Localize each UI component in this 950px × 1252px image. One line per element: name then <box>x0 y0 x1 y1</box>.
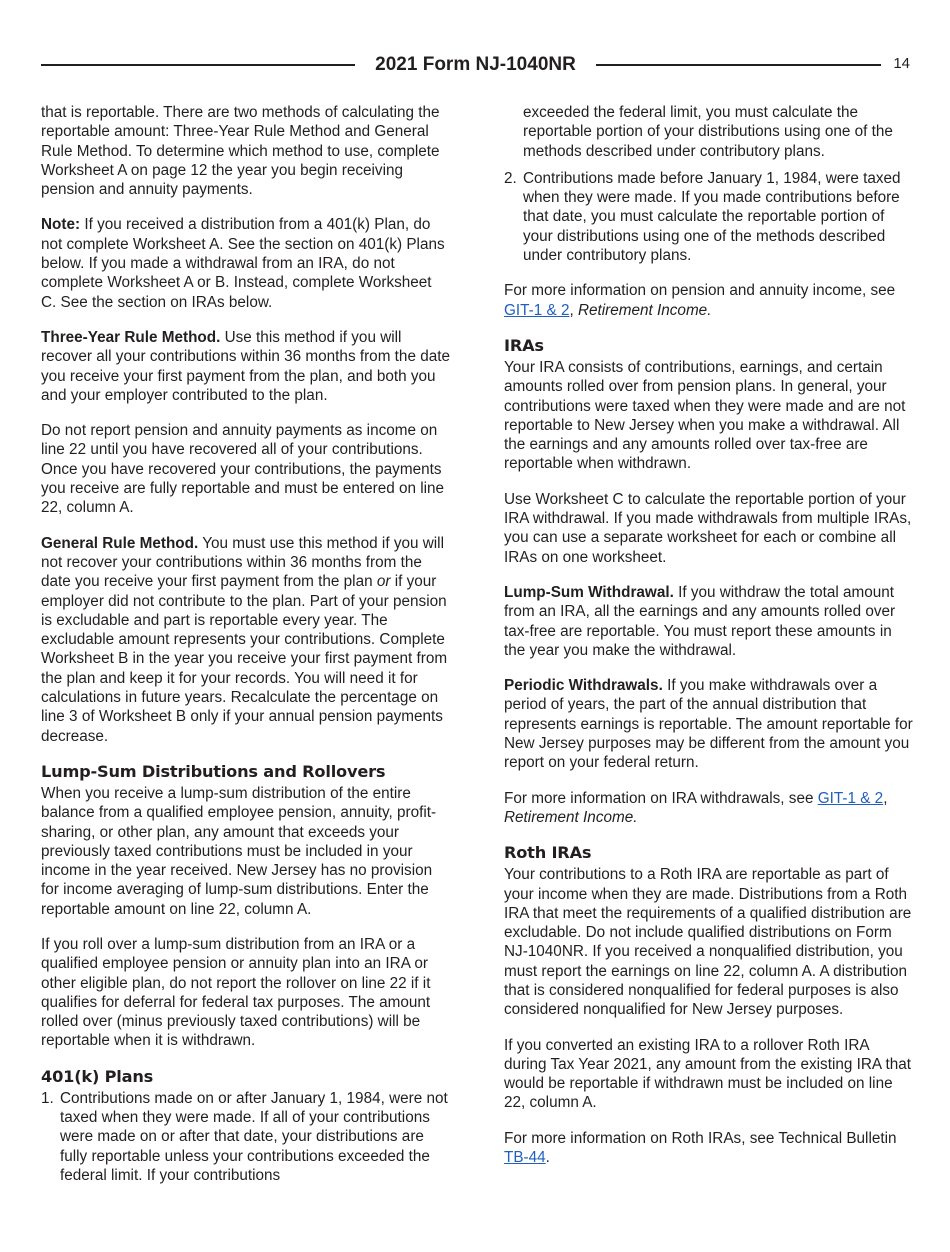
periodic-withdrawals-text: If you make withdrawals over a period of years, the part of the annual distribution that represents earnings is reportable. The amount reportable for New Jersey purposes may be different from the amount you report on your federal return. <box>504 677 913 772</box>
paragraph-roth-1: Your contributions to a Roth IRA are reportable as part of your income when they are made. Distributions from a Roth IRA that meet the requirements of a qualified distribution are excludable. Do not include qualified distributions on Form NJ-1040NR. If you received a nonqualified distribution, you must report the earnings on line 22, column A. A distribution that is considered nonqualified for federal purposes is also considered nonqualified for New Jersey purposes. <box>504 866 912 1019</box>
note-text: If you received a distribution from a 401(k) Plan, do not complete Worksheet A. See the section on 401(k) Plans below. If you made a withdrawal from an IRA, do not complete Worksheet A or B. Instead, complete Worksheet C. See the section on IRAs below. <box>41 216 445 311</box>
paragraph-note <box>41 215 451 311</box>
paragraph-ira-2: Use Worksheet C to calculate the reportable portion of your IRA withdrawal. If you made withdrawals from multiple IRAs, you can use a separate worksheet for each or combine all IRAs on one worksheet. <box>504 490 912 566</box>
three-year-rule-text: Use this method if you will recover all your contributions within 36 months from the date you receive your first payment from the plan, and both you and your employer contributed to the plan. <box>41 328 450 404</box>
ira-more-text: For more information on IRA withdrawals, see <box>504 789 818 807</box>
right-column <box>504 103 914 1183</box>
list-item <box>41 1089 451 1185</box>
list-item-text: Contributions made before January 1, 1984, were taxed when they were made. If you made contributions before that date, you must calculate the reportable portion of your distributions using one of the methods described under contributory plans. <box>523 169 901 265</box>
paragraph-roth-more-info <box>504 1129 914 1168</box>
retirement-income-title: Retirement Income. <box>577 301 712 319</box>
paragraph-three-year-rule <box>41 328 451 405</box>
git-1-2-link[interactable]: GIT-1 & 2 <box>504 301 570 319</box>
lump-sum-withdrawal-text: If you withdraw the total amount from an IRA, all the earnings and any amounts rolled over tax-free are reportable. You must report these amounts in the year you make the withdrawal. <box>504 583 896 659</box>
paragraph-lump-sum-withdrawal <box>504 583 914 660</box>
git-1-2-link[interactable]: GIT-1 & 2 <box>817 789 884 807</box>
ira-more-comma: , <box>883 789 888 807</box>
roth-ira-heading: Roth IRAs <box>504 843 592 863</box>
401k-list <box>41 1089 451 1185</box>
paragraph-lump-sum-1: When you receive a lump-sum distribution of the entire balance from a qualified employee pension, annuity, profit-sharing, or other plan, any amount that exceeds your previously taxed contributions must be included in your income in the year received. New Jersey has no provision for income averaging of lump-sum distributions. Enter the reportable amount on line 22, column A. <box>41 784 437 918</box>
paragraph-pension-more-info <box>504 281 914 320</box>
ira-heading: IRAs <box>504 335 544 355</box>
paragraph-roth-2: If you converted an existing IRA to a rollover Roth IRA during Tax Year 2021, any amount from the existing IRA that would be reportable if withdrawn must be included on line 22, column A. <box>504 1036 912 1112</box>
general-rule-text-1: You must use this method if you will not recover your contributions within 36 months from the date you receive your first payment from the plan <box>41 534 444 591</box>
form-title: 2021 Form NJ-1040NR <box>375 54 576 75</box>
paragraph-recover-contributions: Do not report pension and annuity payments as income on line 22 until you have recovered all of your contributions. Once you have recovered your contributions, the payments you receive are fully reportable and must be entered on line 22, column A. <box>41 422 445 517</box>
401k-heading: 401(k) Plans <box>41 1066 154 1086</box>
header-rule-right <box>596 64 881 66</box>
list-item <box>504 169 914 265</box>
periodic-withdrawals-label: Periodic Withdrawals. <box>504 677 663 695</box>
401k-item-1-continued: exceeded the federal limit, you must calculate the reportable portion of your distributions using one of the methods described under contributory plans. <box>523 104 893 160</box>
tb-44-link[interactable]: TB-44 <box>504 1149 546 1167</box>
pension-more-comma: , <box>569 301 578 319</box>
general-rule-or: or <box>376 573 391 591</box>
three-year-rule-label: Three-Year Rule Method. <box>41 328 221 346</box>
page-number: 14 <box>893 55 910 72</box>
paragraph-periodic-withdrawals <box>504 676 914 772</box>
header-rule-left <box>41 64 355 66</box>
pension-more-text: For more information on pension and annuity income, see <box>504 282 896 300</box>
paragraph-general-rule <box>41 534 451 746</box>
paragraph-methods-intro: that is reportable. There are two methods of calculating the reportable amount: Three-Year Rule Method and General Rule Method. To determine which method to use, complete Worksheet A on page 12 the year you begin receiving pension and annuity payments. <box>41 104 440 199</box>
list-item-number: 1. <box>41 1089 54 1107</box>
left-column <box>41 103 451 1201</box>
list-item-number: 2. <box>504 169 517 187</box>
general-rule-text-2: if your employer did not contribute to the plan. Part of your pension is excludable and part is reportable every year. The excludable amount represents your contributions. Complete Worksheet B in the year you receive your first payment from the plan and keep it for your records. You will need it for calculations in future years. Recalculate the percentage on line 3 of Worksheet B only if your annual pension payments decrease. <box>41 573 448 745</box>
lump-sum-withdrawal-label: Lump-Sum Withdrawal. <box>504 583 674 601</box>
retirement-income-title: Retirement Income. <box>504 808 638 826</box>
paragraph-lump-sum-2: If you roll over a lump-sum distribution from an IRA or a qualified employee pension or annuity plan into an IRA or other eligible plan, do not report the rollover on line 22 if it qualifies for deferral for federal tax purposes. The amount rolled over (minus previously taxed contributions) will be reportable when it is withdrawn. <box>41 935 431 1050</box>
note-label: Note: <box>41 216 81 234</box>
roth-more-end: . <box>545 1149 550 1167</box>
401k-list-continued <box>504 169 914 265</box>
list-item-text: Contributions made on or after January 1, 1984, were not taxed when they were made. If all of your contributions were made on or after that date, your distributions are fully reportable unless your contributions exceeded the federal limit. If your contributions <box>60 1089 448 1184</box>
general-rule-label: General Rule Method. <box>41 534 199 552</box>
roth-more-text: For more information on Roth IRAs, see Technical Bulletin <box>504 1129 897 1147</box>
page-header <box>41 52 910 78</box>
lump-sum-heading: Lump-Sum Distributions and Rollovers <box>41 761 386 781</box>
paragraph-ira-1: Your IRA consists of contributions, earnings, and certain amounts rolled over from pension plans. In general, your contributions were taxed when they were made and are not reportable to New Jersey when you make a withdrawal. All the earnings and any amounts rolled over tax-free are reportable when withdrawn. <box>504 358 906 473</box>
paragraph-ira-more-info <box>504 789 914 828</box>
